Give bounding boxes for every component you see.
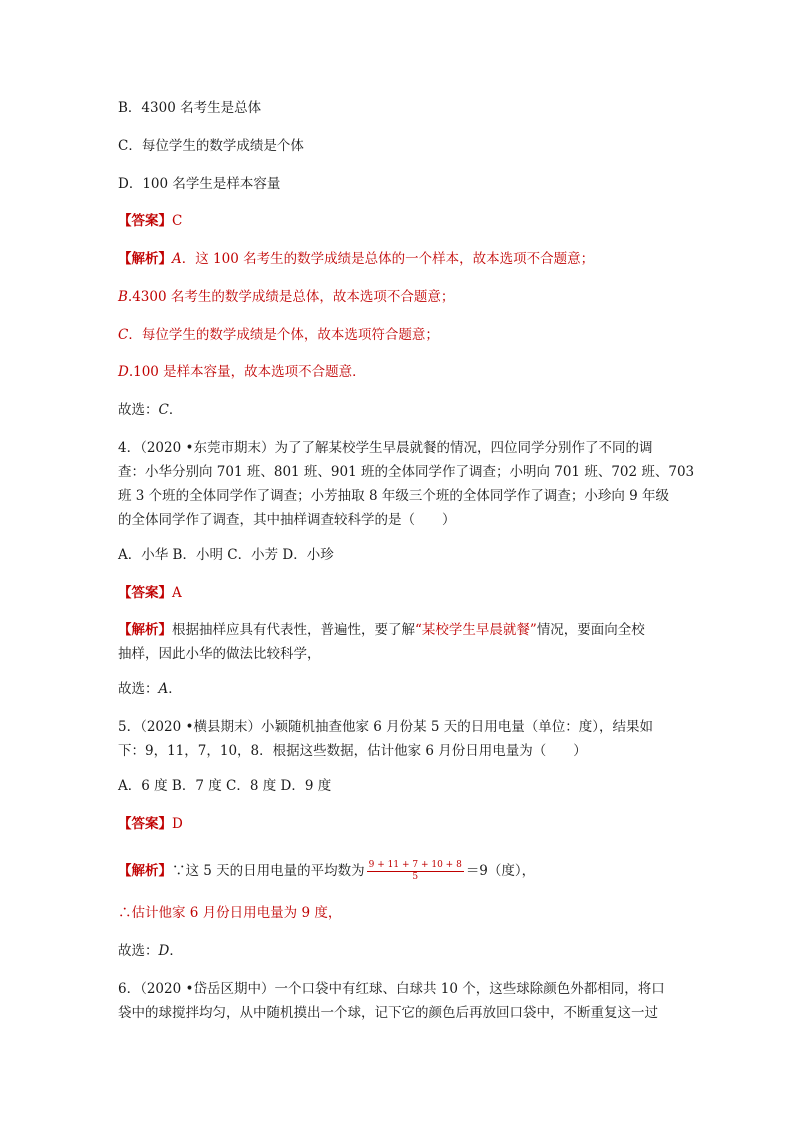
answer-label: 【答案】 xyxy=(118,585,172,601)
question-6-line-2: 袋中的球搅拌均匀，从中随机摸出一个球，记下它的颜色后再放回口袋中，不断重复这一过 xyxy=(118,1005,658,1021)
question-5-line-2: 下：9，11，7，10，8．根据这些数据，估计他家 6 月份日用电量为（ ） xyxy=(118,743,587,759)
question-4-line-2: 查：小华分别向 701 班、801 班、901 班的全体同学作了调查；小明向 701 班、702 班、703 xyxy=(118,464,695,480)
choice-3: 故选：C． xyxy=(118,402,183,418)
question-5-line-1: 5．（2020 •横县期末）小颖随机抽查他家 6 月份某 5 天的日用电量（单位：度），结果如 xyxy=(118,719,654,735)
question-4-options: A．小华 B．小明 C．小芳 D．小珍 xyxy=(118,547,334,563)
option-c: C．每位学生的数学成绩是个体 xyxy=(118,138,304,154)
explanation-4-line-2: 抽样，因此小华的做法比较科学， xyxy=(118,646,321,662)
answer-3 xyxy=(118,211,182,231)
explanation-3-c: C．每位学生的数学成绩是个体，故本选项符合题意； xyxy=(118,327,439,343)
explanation-3-b: B.4300 名考生的数学成绩是总体，故本选项不合题意； xyxy=(118,289,455,305)
question-4-line-4: 的全体同学作了调查，其中抽样调查较科学的是（ ） xyxy=(118,512,456,528)
answer-5 xyxy=(118,814,183,834)
explanation-5-line-2: ∴估计他家 6 月份日用电量为 9 度， xyxy=(118,905,342,921)
explanation-5-line-1: 【解析】∵这 5 天的日用电量的平均数为 $\frac{9 + 11 + 7 + 10 + 8}{5}$ ＝9（度）， xyxy=(118,860,536,882)
explanation-3-d: D.100 是样本容量，故本选项不合题意． xyxy=(118,364,366,380)
explanation-3-a: 【解析】A．这 100 名考生的数学成绩是总体的一个样本，故本选项不合题意； xyxy=(118,251,595,267)
explanation-label: 【解析】 xyxy=(118,251,172,267)
answer-4 xyxy=(118,583,182,603)
option-b: B．4300 名考生是总体 xyxy=(118,100,262,116)
explanation-4-line-1: 【解析】根据抽样应具有代表性，普遍性，要了解“某校学生早晨就餐”情况，要面向全校 xyxy=(118,622,645,638)
fraction-numerator: 9 + 11 + 7 + 10 + 8 xyxy=(368,860,462,870)
explanation-label: 【解析】 xyxy=(118,622,172,638)
choice-4: 故选：A． xyxy=(118,681,182,697)
answer-value: A xyxy=(172,585,182,601)
fraction-denominator: 5 xyxy=(412,872,419,882)
mean-fraction xyxy=(367,860,464,883)
question-5-options: A．6 度 B．7 度 C．8 度 D．9 度 xyxy=(118,778,332,794)
explanation-label: 【解析】 xyxy=(118,863,172,879)
option-d: D．100 名学生是样本容量 xyxy=(118,176,281,192)
answer-label: 【答案】 xyxy=(118,213,172,229)
question-4-line-3: 班 3 个班的全体同学作了调查；小芳抽取 8 年级三个班的全体同学作了调查；小珍向 9 年级 xyxy=(118,488,670,504)
answer-label: 【答案】 xyxy=(118,816,172,832)
answer-value: D xyxy=(172,816,183,832)
choice-5: 故选：D． xyxy=(118,943,183,959)
answer-value: C xyxy=(172,213,183,229)
question-6-line-1: 6．（2020 •岱岳区期中）一个口袋中有红球、白球共 10 个，这些球除颜色外都相同，将口 xyxy=(118,981,665,997)
question-4-line-1: 4．（2020 •东莞市期末）为了了解某校学生早晨就餐的情况，四位同学分别作了不同的调 xyxy=(118,440,653,456)
